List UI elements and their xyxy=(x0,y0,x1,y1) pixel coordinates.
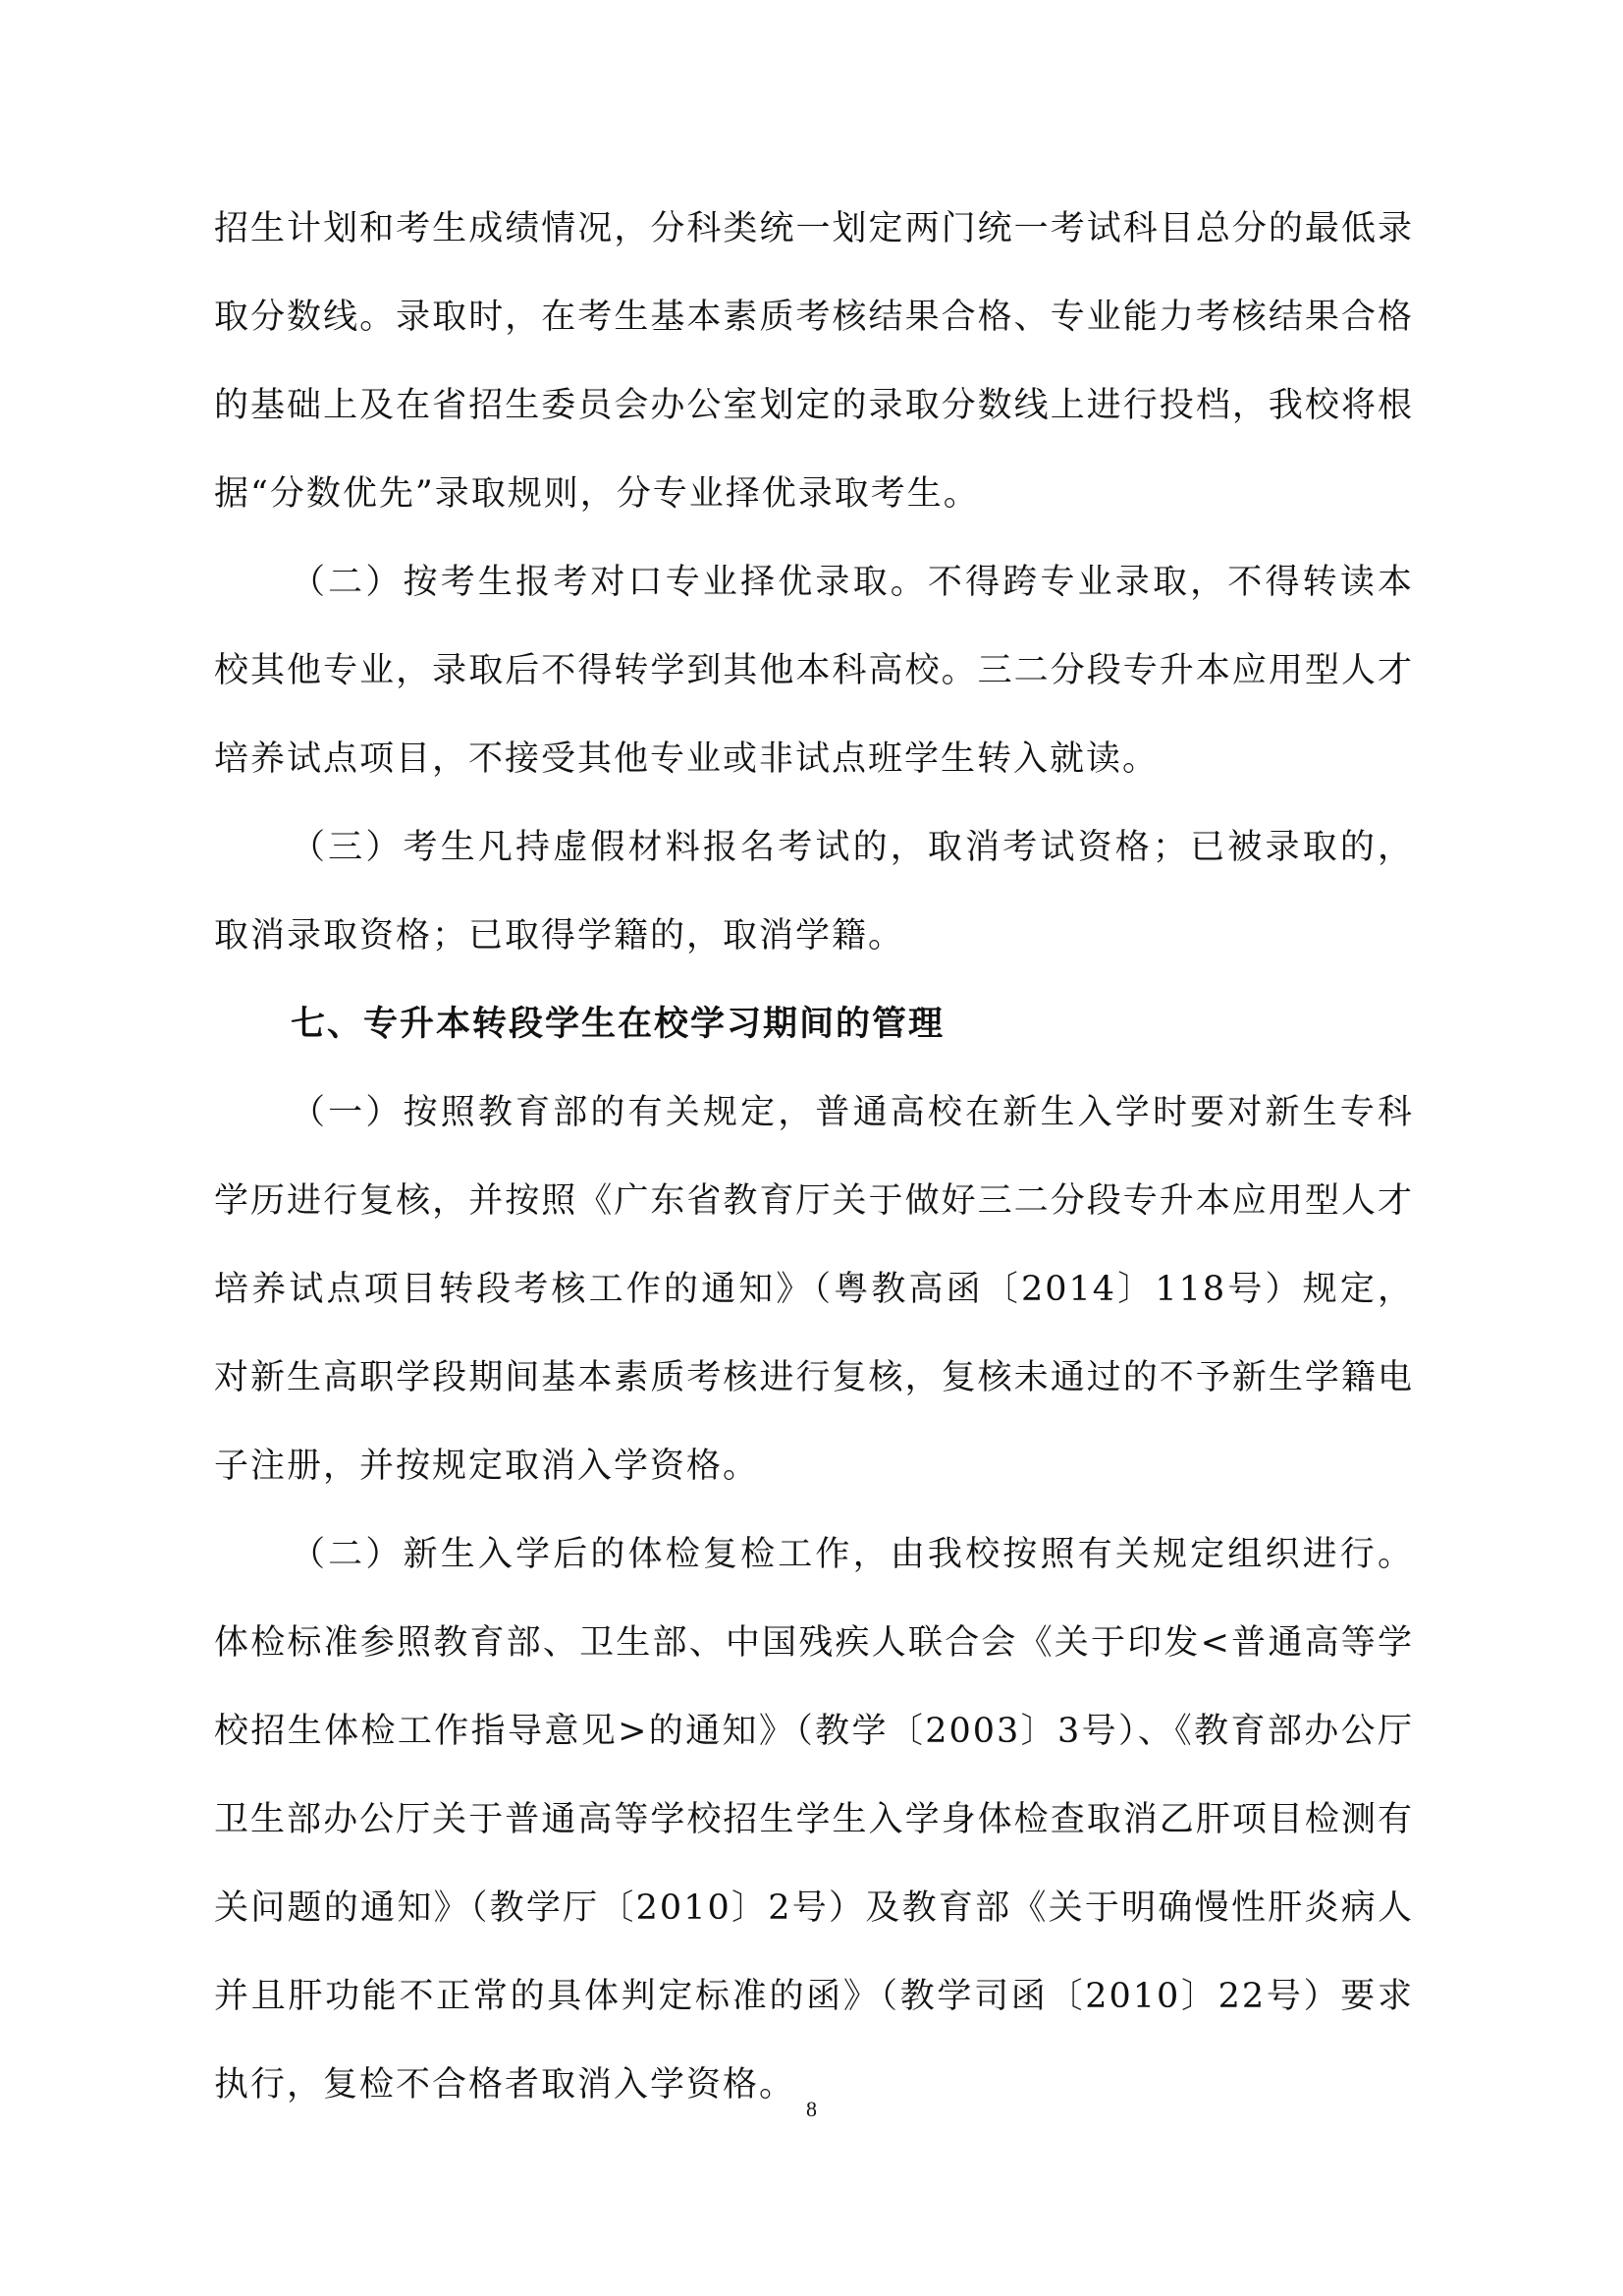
paragraph-item-3-false-materials: （三）考生凡持虚假材料报名考试的，取消考试资格；已被录取的，取消录取资格；已取得学籍的，取消学籍。 xyxy=(214,828,1414,956)
paragraph-admission-line: 招生计划和考生成绩情况，分科类统一划定两门统一考试科目总分的最低录取分数线。录取时，在考生基本素质考核结果合格、专业能力考核结果合格的基础上及在省招生委员会办公室划定的录取分数线上进行投档，我校将根据“分数优先”录取规则，分专业择优录取考生。 xyxy=(214,209,1414,514)
page-number: 8 xyxy=(806,2097,817,2121)
paragraph-item-1-record-review: （一）按照教育部的有关规定，普通高校在新生入学时要对新生专科学历进行复核，并按照《广东省教育厅关于做好三二分段专升本应用型人才培养试点项目转段考核工作的通知》（粤教高函〔2014〕118号）规定，对新生高职学段期间基本素质考核进行复核，复核未通过的不予新生学籍电子注册，并按规定取消入学资格。 xyxy=(214,1093,1414,1486)
document-body xyxy=(214,185,1414,2129)
paragraph-item-2-health-check: （二）新生入学后的体检复检工作，由我校按照有关规定组织进行。体检标准参照教育部、卫生部、中国残疾人联合会《关于印发<普通高等学校招生体检工作指导意见>的通知》（教学〔2003〕3号）、《教育部办公厅 卫生部办公厅关于普通高等学校招生学生入学身体检查取消乙肝项目检测有关问题的通知》（教学厅〔2010〕2号）及教育部《关于明确慢性肝炎病人并且肝功能不正常的具体判定标准的函》（教学司函〔2010〕22号）要求执行，复检不合格者取消入学资格。 xyxy=(214,1535,1414,2105)
paragraph-item-2-major-admission: （二）按考生报考对口专业择优录取。不得跨专业录取，不得转读本校其他专业，录取后不得转学到其他本科高校。三二分段专升本应用型人才培养试点项目，不接受其他专业或非试点班学生转入就读。 xyxy=(214,563,1414,779)
section-heading-7: 七、专升本转段学生在校学习期间的管理 xyxy=(291,1004,946,1044)
